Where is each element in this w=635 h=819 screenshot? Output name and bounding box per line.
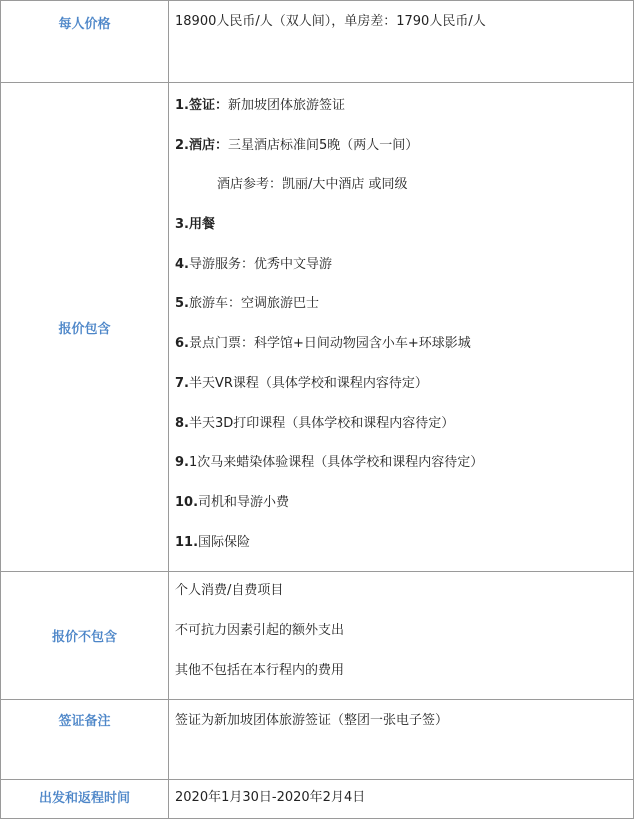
dates-text: 2020年1月30日-2020年2月4日: [175, 790, 366, 806]
dates-label: 出发和返程时间: [1, 780, 169, 819]
includes-row: [1, 83, 634, 572]
item-number: 8.: [175, 415, 189, 431]
price-label: 每人价格: [1, 1, 169, 83]
visa-cell: [169, 700, 634, 780]
list-item: [175, 333, 633, 373]
excludes-cell: [169, 572, 634, 700]
item-text: 司机和导游小费: [198, 494, 290, 510]
list-item: [175, 373, 633, 413]
list-item: [175, 254, 633, 294]
item-text: 半天VR课程（具体学校和课程内容待定）: [188, 375, 428, 391]
list-item: 个人消费/自费项目: [175, 583, 284, 599]
item-number: 5.: [175, 296, 189, 312]
list-item: [175, 174, 633, 214]
list-item: [175, 532, 633, 572]
list-item: [175, 452, 633, 492]
list-item: [175, 413, 633, 453]
item-text: 半天3D打印课程（具体学校和课程内容待定）: [188, 415, 455, 431]
excludes-list: [169, 572, 633, 699]
item-number: 4.: [175, 256, 189, 272]
item-text: 旅游车：空调旅游巴士: [188, 296, 319, 312]
list-item: 其他不包括在本行程内的费用: [175, 662, 345, 678]
list-item: [175, 293, 633, 333]
includes-list: [169, 83, 633, 571]
item-number: 6.: [175, 336, 189, 352]
list-item: [175, 95, 633, 135]
item-text: 景点门票：科学馆+日间动物园含小车+环球影城: [188, 336, 471, 352]
list-item: [175, 135, 633, 175]
item-number: 3.用餐: [175, 217, 215, 233]
price-text: 18900人民币/人（双人间），单房差：1790人民币/人: [175, 14, 486, 29]
list-item: [175, 214, 633, 254]
excludes-row: [1, 572, 634, 700]
item-number: 11.: [175, 534, 199, 550]
item-number: 10.: [175, 494, 199, 510]
dates-row: [1, 780, 634, 819]
price-cell: [169, 1, 634, 83]
item-text: 新加坡团体旅游签证: [227, 98, 345, 113]
item-text: 1次马来蜡染体验课程（具体学校和课程内容待定）: [188, 455, 484, 471]
includes-cell: [169, 83, 634, 572]
excludes-label: 报价不包含: [1, 572, 169, 700]
item-number: 2.酒店：: [175, 137, 228, 153]
price-row: [1, 1, 634, 83]
item-number: 9.: [175, 455, 189, 471]
item-text: 国际保险: [198, 534, 251, 550]
item-text: 酒店参考：凯丽/大中酒店 或同级: [217, 177, 408, 193]
includes-label: 报价包含: [1, 83, 169, 572]
item-text: 三星酒店标准间5晚（两人一间）: [227, 137, 419, 153]
list-item: [175, 492, 633, 532]
item-number: 7.: [175, 375, 189, 391]
visa-label: 签证备注: [1, 700, 169, 780]
visa-row: [1, 700, 634, 780]
list-item: 不可抗力因素引起的额外支出: [175, 622, 345, 638]
item-text: 导游服务：优秀中文导游: [188, 256, 332, 272]
dates-cell: [169, 780, 634, 819]
item-number: 1.签证：: [175, 98, 228, 113]
visa-text: 签证为新加坡团体旅游签证（整团一张电子签）: [175, 713, 449, 729]
